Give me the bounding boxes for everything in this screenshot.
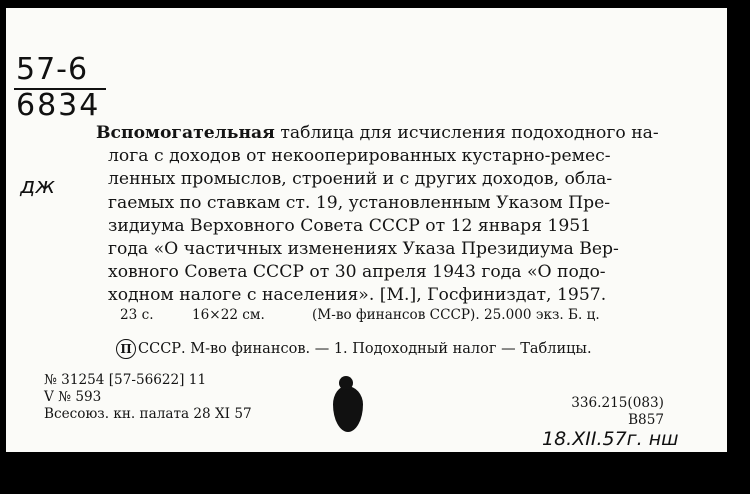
book-chamber: Всесоюз. кн. палата 28 XI 57 xyxy=(44,406,252,422)
description-line xyxy=(26,122,666,145)
handwritten-date: 18.XII.57г. нш xyxy=(542,428,679,450)
record-number: № 31254 [57-56622] 11 xyxy=(44,372,207,388)
title-lead: Вспомогательная xyxy=(96,123,275,143)
subject-heading xyxy=(116,339,592,359)
description-line: года «О частичных изменениях Указа Президиума Вер- xyxy=(108,239,619,260)
record-volume: V № 593 xyxy=(44,389,102,405)
size: 16×22 см. xyxy=(192,307,265,323)
description-line-1-rest: таблица для исчисления подоходного на- xyxy=(280,123,659,143)
subject-mark: П xyxy=(116,339,136,359)
description-line: ходном налоге с населения». [М.], Госфиниздат, 1957. xyxy=(108,285,607,306)
description-line: зидиума Верховного Совета СССР от 12 января 1951 xyxy=(108,215,592,236)
call-number-top: 57-6 xyxy=(16,52,89,87)
bibliographic-description xyxy=(26,122,666,308)
call-number-bottom: 6834 xyxy=(16,88,101,123)
catalog-card xyxy=(6,8,727,452)
subject-text: СССР. М-во финансов. — 1. Подоходный налог — Таблицы. xyxy=(138,341,592,357)
udc-index: 336.215(083) xyxy=(571,395,664,411)
record-block xyxy=(44,372,252,423)
description-line: гаемых по ставкам ст. 19, установленным Указом Пре- xyxy=(108,192,611,213)
pages: 23 с. xyxy=(120,307,154,323)
description-line: ховного Совета СССР от 30 апреля 1943 года «О подо- xyxy=(108,262,606,283)
ink-blot xyxy=(333,386,363,432)
description-line: лога с доходов от некооперированных кустарно-ремес- xyxy=(108,146,611,167)
classification-block xyxy=(554,395,664,429)
margin-handwritten-mark: дж xyxy=(20,174,56,199)
description-line: ленных промыслов, строений и с других доходов, обла- xyxy=(108,169,613,190)
author-mark: В857 xyxy=(628,412,664,428)
publisher-note: (М-во финансов СССР). 25.000 экз. Б. ц. xyxy=(312,307,600,323)
